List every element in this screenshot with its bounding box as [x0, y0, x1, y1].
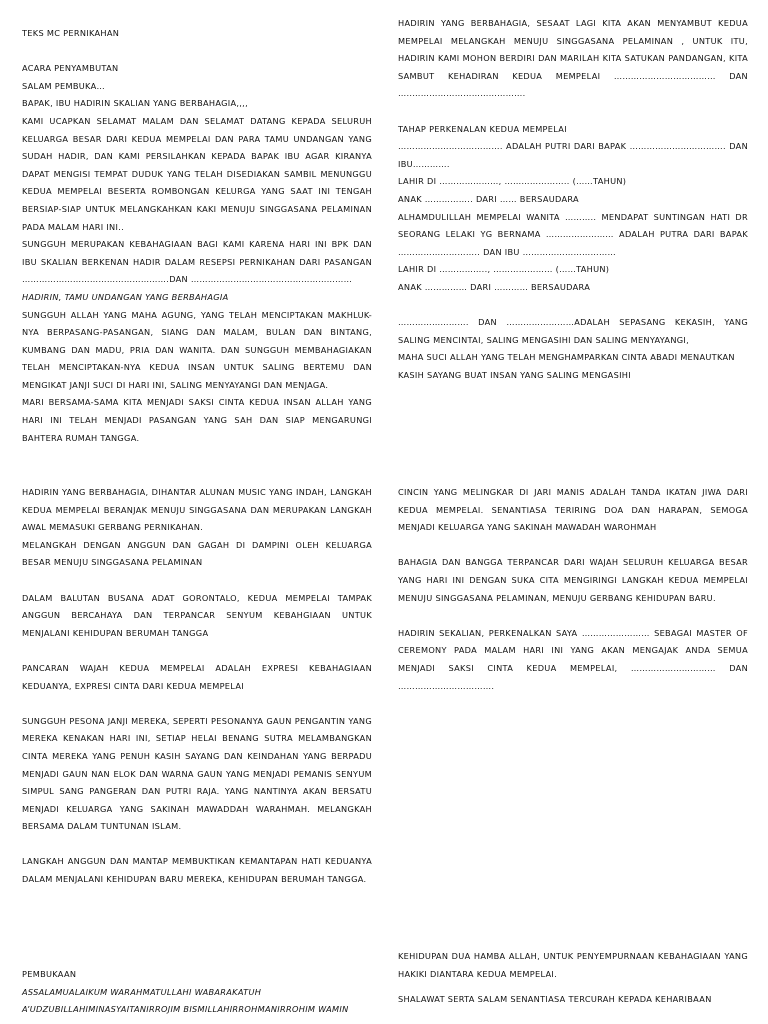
paragraph: PEMBUKAAN	[22, 969, 77, 979]
paragraph: ………………………………. ADALAH PUTRI DARI BAPAK ……………………………. DAN IBU………….	[398, 141, 748, 169]
paragraph: SUNGGUH ALLAH YANG MAHA AGUNG, YANG TELAH MENCIPTAKAN MAKHLUK-NYA BERPASANG-PASANGAN, SIANG DAN MALAM, BULAN DAN BINTANG, KUMBANG DAN MADU, PRIA DAN WANITA. DAN SUNGGUH MEMBAHAGIAKAN TELAH MENCIPTAKAN-NYA KEDUA INSAN UNTUK SALING BERTEMU DAN MENGIKAT JANJI SUCI DI HARI INI, SALING MENYAYANGI DAN MENJAGA.	[22, 309, 372, 390]
paragraph: HADIRIN SEKALIAN, PERKENALKAN SAYA …………………… SEBAGAI MASTER OF CEREMONY PADA MALAM HARI INI YANG AKAN MENGAJAK ANDA SEMUA MENJADI SAKSI CINTA KEDUA MEMPELAI, ………………………… DAN …………………………….	[398, 627, 748, 691]
paragraph: ALHAMDULILLAH MEMPELAI WANITA ……….. MENDAPAT SUNTINGAN HATI DR SEORANG LELAKI YG BERNAMA …………………… ADALAH PUTRA DARI BAPAK ……………………….. DAN IBU ……………………………	[398, 211, 748, 257]
paragraph-spacer	[22, 43, 372, 61]
paragraph: LAHIR DI …………………, ………………….. (……TAHUN)	[398, 176, 627, 187]
text-block-bottom-left	[22, 966, 372, 1019]
paragraph: SUNGGUH PESONA JANJI MEREKA, SEPERTI PESONANYA GAUN PENGANTIN YANG MEREKA KENAKAN HARI INI, SETIAP HELAI BENANG SUTRA MELAMBANGKAN CINTA MEREKA YANG PENUH KASIH SAYANG DAN KEINDAHAN YANG BERPADU MENJADI GAUN NAN ELOK DAN WARNA GAUN YANG MENJADI PEMANIS SENYUM SIMPUL SANG PANGERAN DAN PUTRI RAJA. YANG NANTINYA AKAN BERSATU MENJADI KELUARGA YANG SAKINAH MAWADDAH WARAHMAH. MELANGKAH BERSAMA DALAM TUNTUNAN ISLAM.	[22, 715, 372, 832]
paragraph: KAMI UCAPKAN SELAMAT MALAM DAN SELAMAT DATANG KEPADA SELURUH KELUARGA BESAR DARI KEDUA MEMPELAI DAN PARA TAMU UNDANGAN YANG SUDAH HADIR, DAN KAMI PERSILAHKAN KEPADA BAPAK IBU AGAR KIRANYA DAPAT MENGISI TEMPAT DUDUK YANG TELAH DISEDIAKAN SAMBIL MENUNGGU KEDUA MEMPELAI BESERTA ROMBONGAN KELURGA YANG SAAT INI TENGAH BERSIAP-SIAP UNTUK MELANGKAHKAN KAKI MENUJU SINGGASANA PELAMINAN PADA MALAM HARI INI..	[22, 115, 372, 232]
paragraph: TAHAP PERKENALAN KEDUA MEMPELAI	[398, 123, 567, 134]
paragraph: ANAK …………… DARI ………… BERSAUDARA	[398, 281, 591, 292]
text-block-top-right	[398, 15, 748, 384]
paragraph: MARI BERSAMA-SAMA KITA MENJADI SAKSI CINTA KEDUA INSAN ALLAH YANG HARI INI TELAH MENJADI PASANGAN YANG SAH DAN SIAP MENGARUNGI BAHTERA RUMAH TANGGA.	[22, 397, 372, 443]
paragraph-spacer	[22, 695, 372, 713]
paragraph: KEHIDUPAN DUA HAMBA ALLAH, UNTUK PENYEMPURNAAN KEBAHAGIAAN YANG HAKIKI DIANTARA KEDUA MEMPELAI.	[398, 951, 748, 979]
text-block-middle-right	[398, 484, 748, 695]
paragraph: MAHA SUCI ALLAH YANG TELAH MENGHAMPARKAN CINTA ABADI MENAUTKAN KASIH SAYANG BUAT INSAN YANG SALING MENGASIHI	[398, 352, 735, 380]
paragraph: PANCARAN WAJAH KEDUA MEMPELAI ADALAH EXPRESI KEBAHAGIAAN KEDUANYA, EXPRESI CINTA DARI KEDUA MEMPELAI	[22, 662, 372, 691]
paragraph: LANGKAH ANGGUN DAN MANTAP MEMBUKTIKAN KEMANTAPAN HATI KEDUANYA DALAM MENJALANI KEHIDUPAN BARU MEREKA, KEHIDUPAN BERUMAH TANGGA.	[22, 856, 372, 885]
text-block-bottom-right	[398, 948, 748, 1009]
paragraph-spacer	[398, 297, 748, 315]
paragraph: BAHAGIA DAN BANGGA TERPANCAR DARI WAJAH SELURUH KELUARGA BESAR YANG HARI INI DENGAN SUKA CITA MENGIRINGI LANGKAH KEDUA MEMPELAI MENUJU SINGGASANA PELAMINAN, MENUJU GERBANG KEHIDUPAN BARU.	[398, 557, 748, 603]
paragraph: HADIRIN YANG BERBAHAGIA, SESAAT LAGI KITA AKAN MENYAMBUT KEDUA MEMPELAI MELANGKAH MENUJU SINGGASANA PELAMINAN , UNTUK ITU, HADIRIN KAMI MOHON BERDIRI DAN MARILAH KITA SATUKAN PANDANGAN, KITA SAMBUT KEHADIRAN KEDUA MEMPELAI ……………………………… DAN …..………………………………….	[398, 18, 748, 99]
paragraph-spacer	[398, 103, 748, 121]
paragraph-spacer	[398, 983, 748, 991]
paragraph-spacer	[22, 836, 372, 854]
paragraph-spacer	[398, 607, 748, 625]
paragraph: SHALAWAT SERTA SALAM SENANTIASA TERCURAH KEPADA KEHARIBAAN	[398, 994, 712, 1005]
paragraph: MELANGKAH DENGAN ANGGUN DAN GAGAH DI DAMPINI OLEH KELUARGA BESAR MENUJU SINGGASANA PELAMINAN	[22, 539, 372, 568]
paragraph: LAHIR DI …………….., ………………… (……TAHUN)	[398, 264, 610, 275]
paragraph: ……………………. DAN ……………………ADALAH SEPASANG KEKASIH, YANG SALING MENCINTAI, SALING MENGASIHI DAN SALING MENYAYANGI,	[398, 317, 748, 345]
paragraph: CINCIN YANG MELINGKAR DI JARI MANIS ADALAH TANDA IKATAN JIWA DARI KEDUA MEMPELAI. SENANTIASA TERIRING DOA DAN HARAPAN, SEMOGA MENJADI KELUARGA YANG SAKINAH MAWADAH WAROHMAH	[398, 487, 748, 533]
paragraph-spacer	[22, 642, 372, 660]
paragraph: HADIRIN YANG BERBAHAGIA, DIHANTAR ALUNAN MUSIC YANG INDAH, LANGKAH KEDUA MEMPELAI BERANJAK MENUJU SINGGASANA DAN MERUPAKAN LANGKAH AWAL MEMASUKI GERBANG PERNIKAHAN.	[22, 487, 372, 533]
paragraph: BAPAK, IBU HADIRIN SKALIAN YANG BERBAHAGIA,,,,	[22, 98, 248, 109]
paragraph-spacer	[398, 537, 748, 555]
paragraph-spacer	[22, 572, 372, 590]
paragraph: ACARA PENYAMBUTAN	[22, 63, 119, 74]
paragraph: TEKS MC PERNIKAHAN	[22, 28, 120, 38]
paragraph: ANAK …………….. DARI …… BERSAUDARA	[398, 193, 579, 204]
text-block-top-left	[22, 25, 372, 447]
paragraph: DALAM BALUTAN BUSANA ADAT GORONTALO, KEDUA MEMPELAI TAMPAK ANGGUN BERCAHAYA DAN TERPANCAR SENYUM KEBAHGIAAN UNTUK MENJALANI KEHIDUPAN BERUMAH TANGGA	[22, 592, 372, 638]
italic-paragraph: A’UDZUBILLAHIMINASYAITANIRROJIM BISMILLAHIRROHMANIRROHIM WAMIN	[22, 1004, 349, 1015]
text-block-middle-left	[22, 484, 372, 889]
paragraph: SUNGGUH MERUPAKAN KEBAHAGIAAN BAGI KAMI KARENA HARI INI BPK DAN IBU SKALIAN BERKENAN HADIR DALAM RESEPSI PERNIKAHAN DARI PASANGAN …………………………………………….DAN …………………………………………………	[22, 239, 372, 285]
italic-paragraph: HADIRIN, TAMU UNDANGAN YANG BERBAHAGIA	[22, 291, 229, 302]
paragraph: SALAM PEMBUKA…	[22, 80, 105, 91]
italic-paragraph: ASSALAMUALAIKUM WARAHMATULLAHI WABARAKATUH	[22, 986, 262, 997]
